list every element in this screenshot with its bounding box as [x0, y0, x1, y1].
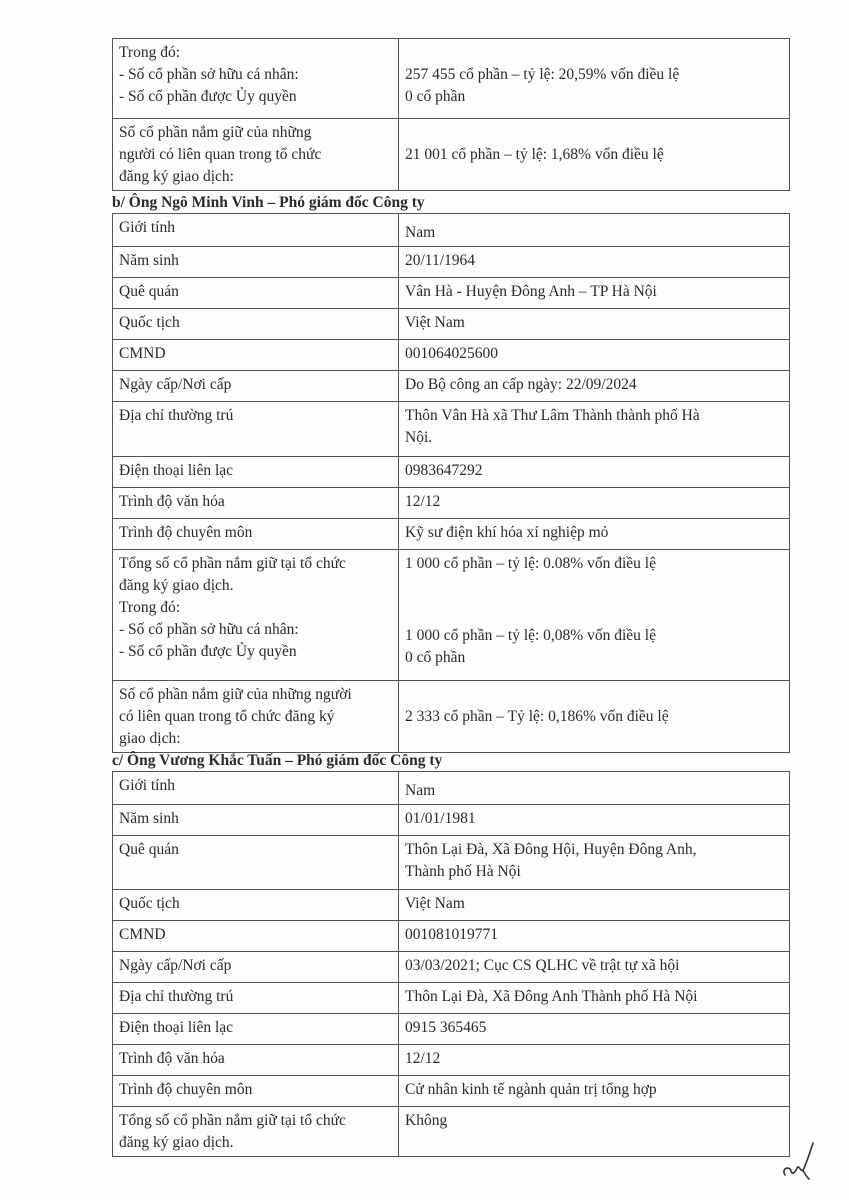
table-row: Quốc tịch Việt Nam — [113, 890, 790, 921]
table-row — [113, 550, 790, 681]
related-shares-value: 21 001 cổ phần – tỷ lệ: 1,68% vốn điều lệ — [399, 119, 790, 191]
table-row: CMND 001064025600 — [113, 340, 790, 371]
section-b-heading: b/ Ông Ngô Minh Vinh – Phó giám đốc Công ty — [112, 194, 425, 211]
related-shares-label: Số cổ phần nắm giữ của những người có liên quan trong tổ chức đăng ký giao dịch: — [113, 681, 399, 753]
table-row: Quê quán Vân Hà - Huyện Đông Anh – TP Hà Nội — [113, 278, 790, 309]
table-section-c — [112, 771, 790, 1157]
total-shares-label: Tổng số cổ phần nắm giữ tại tổ chức đăng ký giao dịch. Trong đó: - Số cổ phần sở hữu cá nhân: - Số cổ phần được Ủy quyền — [113, 550, 399, 681]
table-row: Năm sinh 20/11/1964 — [113, 247, 790, 278]
table-row: Giới tính Nam — [113, 772, 790, 805]
table-row: Giới tính Nam — [113, 214, 790, 247]
table-row: Năm sinh 01/01/1981 — [113, 805, 790, 836]
table-row: CMND 001081019771 — [113, 921, 790, 952]
table-row: Quê quán Thôn Lại Đà, Xã Đông Hội, Huyện Đông Anh, Thành phố Hà Nội — [113, 836, 790, 890]
table-row: Điện thoại liên lạc 0983647292 — [113, 457, 790, 488]
shares-breakdown-value: 257 455 cổ phần – tỷ lệ: 20,59% vốn điều lệ 0 cổ phần — [399, 39, 790, 119]
table-row: Trình độ chuyên môn Cử nhân kinh tế ngành quản trị tổng hợp — [113, 1076, 790, 1107]
table-row: Địa chỉ thường trú Thôn Vân Hà xã Thư Lâm Thành thành phố Hà Nội. — [113, 402, 790, 457]
handwritten-initials-icon — [779, 1135, 819, 1185]
table-row: Điện thoại liên lạc 0915 365465 — [113, 1014, 790, 1045]
total-shares-label: Tổng số cổ phần nắm giữ tại tổ chức đăng ký giao dịch. — [113, 1107, 399, 1157]
table-row: Trình độ văn hóa 12/12 — [113, 488, 790, 519]
table-a-continued — [112, 38, 790, 191]
table-row — [113, 119, 790, 191]
table-row — [113, 681, 790, 753]
table-row: Ngày cấp/Nơi cấp Do Bộ công an cấp ngày: 22/09/2024 — [113, 371, 790, 402]
section-c-heading: c/ Ông Vương Khắc Tuấn – Phó giám đốc Công ty — [112, 752, 443, 769]
table-row — [113, 39, 790, 119]
total-shares-value: Không — [399, 1107, 790, 1157]
table-row — [113, 1107, 790, 1157]
total-shares-value: 1 000 cổ phần – tỷ lệ: 0.08% vốn điều lệ 1 000 cổ phần – tỷ lệ: 0,08% vốn điều lệ 0 cổ phần — [399, 550, 790, 681]
table-row: Trình độ văn hóa 12/12 — [113, 1045, 790, 1076]
table-row: Địa chỉ thường trú Thôn Lại Đà, Xã Đông Anh Thành phố Hà Nội — [113, 983, 790, 1014]
related-shares-value: 2 333 cổ phần – Tỷ lệ: 0,186% vốn điều lệ — [399, 681, 790, 753]
table-section-b — [112, 213, 790, 753]
related-shares-label: Số cổ phần nắm giữ của những người có liên quan trong tổ chức đăng ký giao dịch: — [113, 119, 399, 191]
shares-breakdown-label: Trong đó: - Số cổ phần sở hữu cá nhân: - Số cổ phần được Ủy quyền — [113, 39, 399, 119]
table-row: Ngày cấp/Nơi cấp 03/03/2021; Cục CS QLHC về trật tự xã hội — [113, 952, 790, 983]
table-row: Trình độ chuyên môn Kỹ sư điện khí hóa xí nghiệp mỏ — [113, 519, 790, 550]
table-row: Quốc tịch Việt Nam — [113, 309, 790, 340]
